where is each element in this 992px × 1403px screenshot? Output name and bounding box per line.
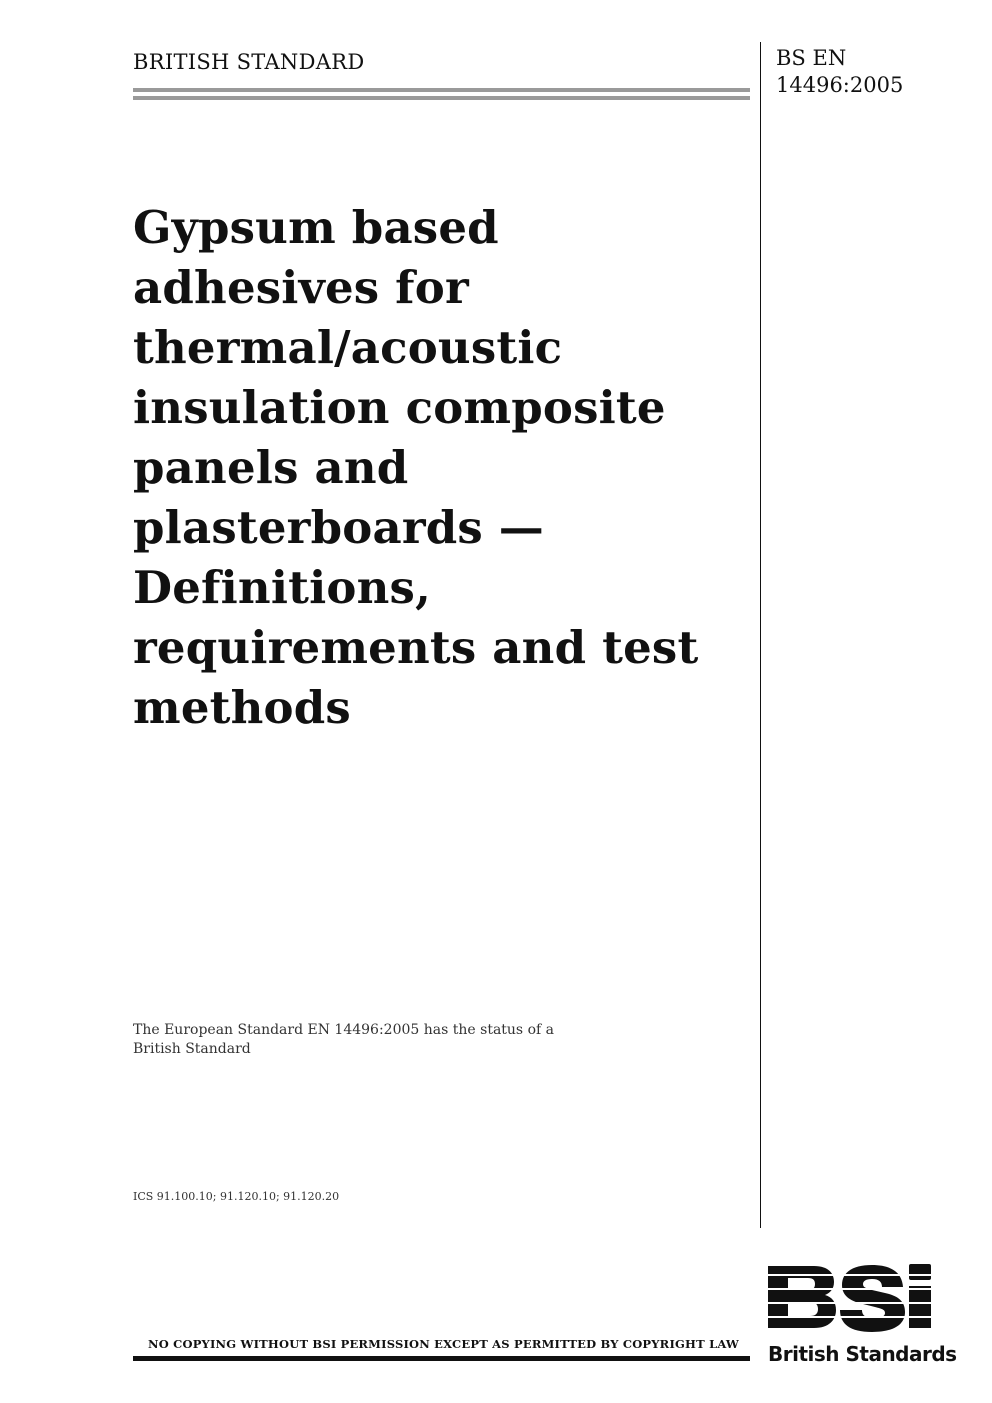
standard-number-code: 14496:2005 — [776, 73, 904, 97]
header-rule-bottom — [133, 96, 750, 100]
title-line: methods — [133, 681, 351, 734]
title-line: plasterboards — — [133, 501, 544, 554]
title-line: adhesives for — [133, 261, 469, 314]
document-title — [133, 198, 743, 738]
title-line: requirements and test — [133, 621, 699, 674]
header-rule-top — [133, 88, 750, 92]
title-line: insulation composite — [133, 381, 666, 434]
standard-number-prefix: BS EN — [776, 46, 847, 70]
title-line: thermal/acoustic — [133, 321, 563, 374]
title-line: Gypsum based — [133, 201, 499, 254]
footer-rule — [133, 1356, 750, 1361]
bsi-logo-caption: British Standards — [768, 1342, 957, 1366]
status-line: The European Standard EN 14496:2005 has the status of a — [133, 1022, 554, 1038]
title-line: panels and — [133, 441, 409, 494]
ics-codes: ICS 91.100.10; 91.120.10; 91.120.20 — [133, 1190, 340, 1203]
standard-number — [776, 45, 903, 99]
status-statement — [133, 1021, 554, 1059]
copyright-notice: NO COPYING WITHOUT BSI PERMISSION EXCEPT AS PERMITTED BY COPYRIGHT LAW — [148, 1337, 740, 1351]
vertical-divider — [760, 42, 761, 1228]
title-line: Definitions, — [133, 561, 431, 614]
status-line: British Standard — [133, 1041, 251, 1057]
document-type-label: BRITISH STANDARD — [133, 50, 365, 74]
